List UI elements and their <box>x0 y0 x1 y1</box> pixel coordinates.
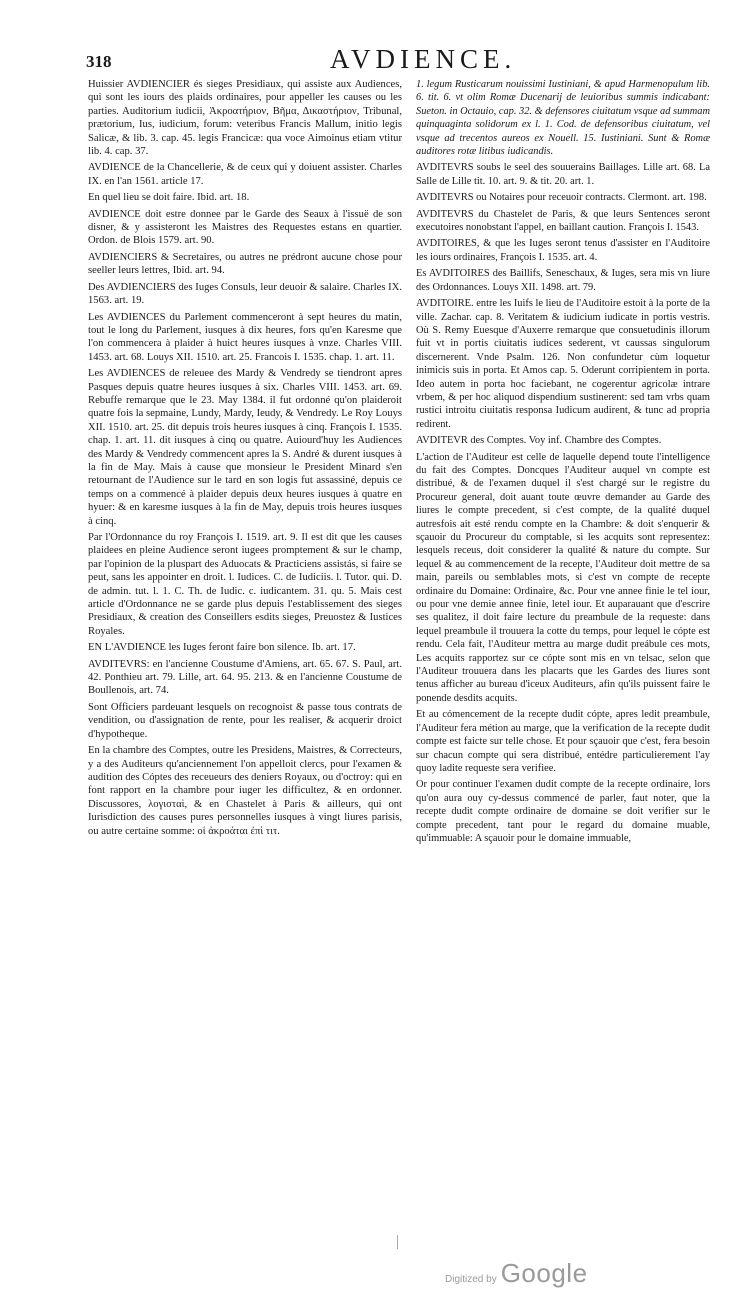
paragraph: AVDITEVRS soubs le seel des souuerains Baillages. Lille art. 68. La Salle de Lille tit. 10. art. 9. & tit. 20. art. 1. <box>416 162 710 187</box>
paragraph: Or pour continuer l'examen dudit compte de la recepte ordinaire, lors qu'on aura ouy cy-dessus commencé de parler, faut noter, que la recepte dudit compte ordinaire de domaine se doit verifier sur le compte precedent, tant pour le regard du domaine muable, qu'immuable: A sçauoir pour le domaine immuable, <box>416 779 710 844</box>
running-title: AVDIENCE. <box>330 44 517 74</box>
paragraph: L'action de l'Auditeur est celle de laquelle depend toute l'intelligence du fait des Comptes. Doncques l'Auditeur auquel vn compte est distribué, & de l'examen duquel il s'est chargé sur le registre du Procureur general, doit auant toute œuvre demander au Garde des liures le compte precedent, si c'est compte, de la qualité duquel autresfois ait esté rendu compte en la Chambre: & doit s'enquerir & sçauoir du Procureur du comptable, si les acquits sont representez: lesquels receus, doit considerer la qualité & nature du compte. Sur lequel & au commencement de la recepte, l'Auditeur doit mettre de sa main, pareils ou semblables mots, si c'est vn compte de recepte ordinaire du Domaine: Ordinaire, &c. Pour vne annee finie le tel iour, ou pour vne demie annee finie, letel iour. Et auparauant que d'escrire ses qualitez, il doit faire lecture du preambule de la requeste: dans lequel preambule il trouuera la cotte du temps, pour lequel le cópte est rendu. Cela fait, l'Auditeur mettra au marge dudit preábule ces mots, Les acquits rapportez sur ce cópte sont mis en vn telsac, selon que l'Auditeur trouuera dans les placarts que les Gardes des liures sont tenus afficher au bureau d'iceux Auditeurs, afin qu'ils puissent faire le ponende desdits acquits. <box>416 451 710 704</box>
paragraph: AVDITEVRS: en l'ancienne Coustume d'Amiens, art. 65. 67. S. Paul, art. 42. Ponthieu art. 79. Lille, art. 64. 95. 213. & en l'ancienne Coustume de Boullenois, art. 74. <box>88 658 402 697</box>
digitized-watermark <box>445 1258 588 1289</box>
paragraph: AVDITEVRS du Chastelet de Paris, & que leurs Sentences seront executoires nonobstant l'appel, en baillant caution. François I. 1543. <box>416 208 710 234</box>
page-number: 318 <box>86 52 112 71</box>
paragraph: EN L'AVDIENCE les Iuges feront faire bon silence. Ib. art. 17. <box>88 642 356 654</box>
paragraph: AVDIENCE de la Chancellerie, & de ceux qui y doiuent assister. Charles IX. en l'an 1561. article 17. <box>88 162 402 187</box>
right-column <box>416 78 710 848</box>
paragraph: 1. legum Rusticarum nouissimi Iustiniani, & apud Harmenopulum lib. 6. tit. 6. vt olim Romæ Ducenarij de leuioribus summis indicabant: Sueton. in Octauio, cap. 32. & defensores ciuitatum vsque ad summam quinquaginta solidorum ex l. 1. Cod. de defensoribus ciuitatum, vel vsque ad trecentos aureos ex Nouell. 15. Iustiniani. Sunt & Romæ auditores rotæ litibus iudicandis. <box>416 79 710 158</box>
paragraph: Sont Officiers pardeuant lesquels on recognoist & passe tous contrats de vendition, ou d'assignation de rente, pour les realiser, & acquerir droict d'hypotheque. <box>88 701 402 740</box>
paragraph: Huissier AVDIENCIER és sieges Presidiaux, qui assiste aux Audiences, qui sont les iours des plaids ordinaires, pour appeller les causes ou les parties. Auditorium iudicii, Ἀκροατήριον, Βῆμα, Δικαστήριον, Tribunal, prætorium, Ius, iudicium, forum: veteribus Francis Mallum, initio legis Salicæ, & lib. 3. cap. 45. legis Francicæ: qua voce Aimoinus etiam vtitur lib. 4. cap. 37. <box>88 79 402 158</box>
paragraph: AVDITOIRES, & que les Iuges seront tenus d'assister en l'Auditoire les iours ordinaires, François I. 1535. art. 4. <box>416 238 710 263</box>
watermark-brand: Google <box>500 1258 588 1288</box>
watermark-prefix: Digitized by <box>445 1274 497 1285</box>
paragraph: AVDITOIRE. entre les Iuifs le lieu de l'Auditoire estoit à la porte de la ville. Zachar. cap. 8. Veritatem & iudicium iudicate in portis vestris. Où S. Remy Euesque d'Auxerre remarque que consuetudinis illorum fuit vt in portis ciuitatis iudices sederent, vt caussas singulorum discernerent. Vnde Psalm. 126. Non confundetur cùm loquetur inimicis suis in porta. Et Amos cap. 5. Oderunt corripientem in porta. Ideo autem in porta hoc faciebant, ne cogerentur agricolæ intrare vrbem, & per hoc aliquod dispendium sustinerent: sed tam vrbs quam rustici introitu ciuitatis responsa Iudicum audirent, & tunc ad propria redirent. <box>416 298 710 430</box>
paragraph: Des AVDIENCIERS des Iuges Consuls, leur deuoir & salaire. Charles IX. 1563. art. 19. <box>88 281 402 307</box>
paragraph: Les AVDIENCES de releuee des Mardy & Vendredy se tiendront apres Pasques depuis quatre heures iusques à six. Charles VIII. 1453. art. 69. Rebuffe remarque que le 23. May 1384. il fut ordonné qu'on plaideroit quatre fois la sepmaine, Lundy, Mardy, Ieudy, & Vendredy. Le Roy Louys XII. 1510. art. 25. dit depuis trois heures iusques à cinq. François I. 1535. chap. 1. art. 11. dit iusques à cinq ou quatre. Auiourd'huy les Audiences des Mardy & Vendredy commencent apres la S. André & durent iusques à la fin de May. Mais à cause que monsieur le President Minard s'en retournant de l'Audience sur le tard en son logis fut assassiné, depuis ce temps on a commencé à plaider depuis deux heures iusques à quatre en hyuer: & en karesme iusques à la fin de May, depuis trois heures iusques à cinq. <box>88 368 402 527</box>
paragraph: AVDITEVR des Comptes. Voy inf. Chambre des Comptes. <box>416 435 662 447</box>
left-column <box>88 78 402 841</box>
paragraph: Par l'Ordonnance du roy François I. 1519. art. 9. Il est dit que les causes plaidees en pleine Audience seront iugees promptement & sur le champ, par l'opinion de la pluspart des Aduocats & Practiciens assistás, si faire se peut, sans les appointer en droit. l. Iudices. C. de Iudiciis. l. Tutor. qui. D. de admin. tut. l. 1. C. Th. de Iudic. c. iudicantem. 31. qu. 5. Mais cest article d'Ordonnance ne se garde plus depuis l'establissement des sieges Presidiaux, & creation des Conseillers esdits sieges, Preuostez & Iustices Royales. <box>88 532 402 637</box>
paragraph: En quel lieu se doit faire. Ibid. art. 18. <box>88 192 250 204</box>
paragraph: En la chambre des Comptes, outre les Presidens, Maistres, & Correcteurs, y a des Auditeurs qu'anciennement l'on appelloit clercs, pour l'examen & audition des Cóptes des receueurs des deniers Royaux, ou d'octroy: qui en font rapport en la chambre pour iuger les difficultez, & en ordonner. Discussores, λογισταὶ, & en Chastelet à Paris & ailleurs, qui ont Iurisdiction des causes pures personnelles iusques à vingt liures parisis, ou autre certaine somme: οἱ ἀκροάται ἐπὶ τιτ. <box>88 745 402 837</box>
paragraph: AVDIENCIERS & Secretaires, ou autres ne prédront aucune chose pour seeller leurs lettres, Ibid. art. 94. <box>88 251 402 277</box>
page-edge-mark <box>397 1235 400 1249</box>
paragraph: Les AVDIENCES du Parlement commenceront à sept heures du matin, tout le long du Parlement, iusques à dix heures, fors qu'en Karesme que l'on commencera à plaider à huict heures iusques à vnze. Charles VIII. 1453. art. 68. Louys XII. 1510. art. 25. Francois I. 1535. chap. 1. art. 11. <box>88 311 402 363</box>
paragraph: Et au cómencement de la recepte dudit cópte, apres ledit preambule, l'Auditeur fera métion au marge, que la verification de la recepte dudit compte est faicte sur telle chose. Et pour sçauoir que c'est, fera besoin sur chacun compte qui sera distribué, entédre particulierement l'ay quoy ladite requeste sera verifiee. <box>416 709 710 774</box>
paragraph: AVDITEVRS ou Notaires pour receuoir contracts. Clermont. art. 198. <box>416 192 707 204</box>
paragraph: Es AVDITOIRES des Baillifs, Seneschaux, & Iuges, sera mis vn liure des Ordonnances. Louys XII. 1498. art. 79. <box>416 268 710 293</box>
paragraph: AVDIENCE doit estre donnee par le Garde des Seaux à l'issuë de son disner, & y assisteront les Maistres des Requestes estans en quartier. Ordon. de Blois 1579. art. 90. <box>88 208 402 247</box>
